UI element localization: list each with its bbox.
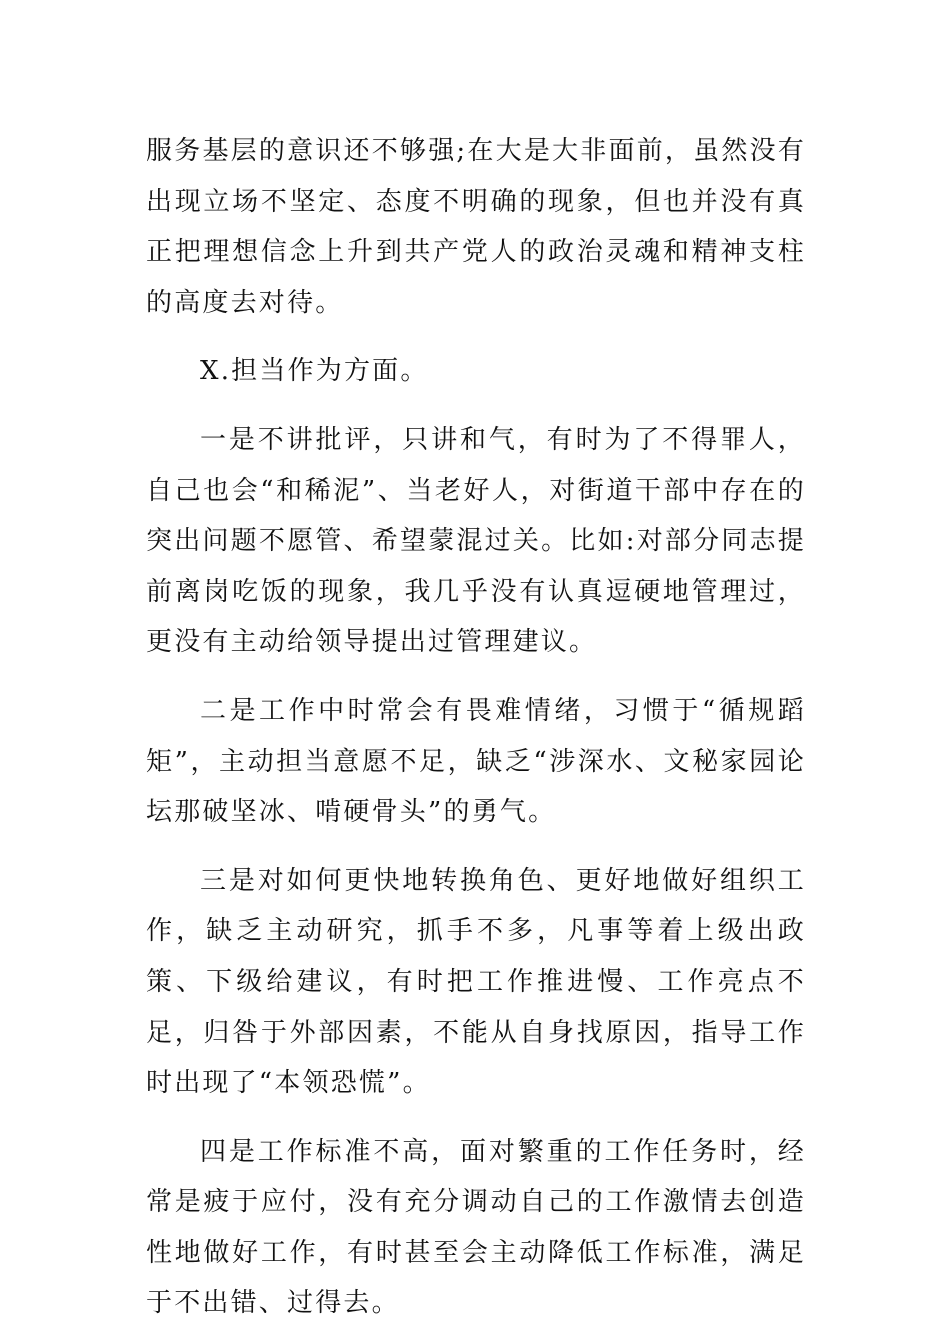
paragraph-point-two: 二是工作中时常会有畏难情绪，习惯于“循规蹈矩”，主动担当意愿不足，缺乏“涉深水、文秘家园论坛那破坚冰、啃硬骨头”的勇气。 [146,695,806,828]
section-heading-responsibility: X.担当作为方面。 [200,356,429,387]
paragraph-continued: 服务基层的意识还不够强;在大是大非面前，虽然没有出现立场不坚定、态度不明确的现象，但也并没有真正把理想信念上升到共产党人的政治灵魂和精神支柱的高度去对待。 [146,136,806,318]
document-page [146,126,806,1329]
paragraph-point-four: 四是工作标准不高，面对繁重的工作任务时，经常是疲于应付，没有充分调动自己的工作激情去创造性地做好工作，有时甚至会主动降低工作标准，满足于不出错、过得去。 [146,1136,806,1319]
paragraph-point-one: 一是不讲批评，只讲和气，有时为了不得罪人，自己也会“和稀泥”、当老好人，对街道干部中存在的突出问题不愿管、希望蒙混过关。比如:对部分同志提前离岗吃饭的现象，我几乎没有认真逗硬地管理过，更没有主动给领导提出过管理建议。 [146,424,806,658]
paragraph-point-three: 三是对如何更快地转换角色、更好地做好组织工作，缺乏主动研究，抓手不多，凡事等着上级出政策、下级给建议，有时把工作推进慢、工作亮点不足，归咎于外部因素，不能从自身找原因，指导工作时出现了“本领恐慌”。 [146,865,806,1099]
